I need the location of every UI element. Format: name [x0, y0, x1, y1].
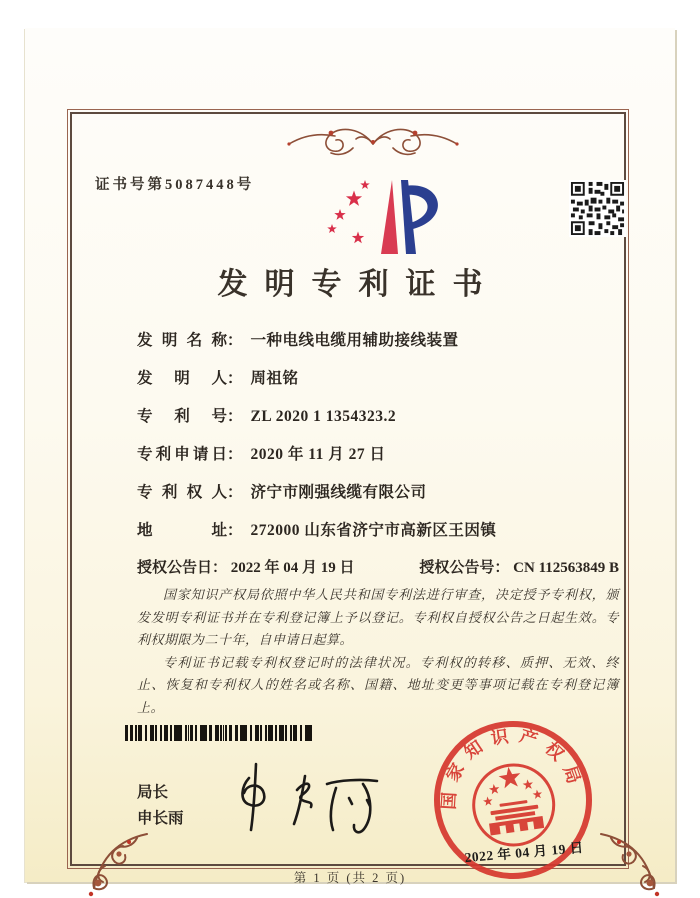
seal-authority-text: 国家知识产权局 — [438, 724, 588, 811]
field-patentee — [137, 480, 619, 518]
field-inventor — [137, 366, 619, 404]
legal-paragraph-1: 国家知识产权局依照中华人民共和国专利法进行审查，决定授予专利权，颁发发明专利证书并在专利登记簿上予以登记。专利权自授权公告之日起生效。专利权期限为二十年，自申请日起算。 — [137, 587, 619, 648]
field-colon: ： — [227, 332, 243, 349]
field-colon: ： — [227, 522, 243, 539]
page-footer: 第 1 页 (共 2 页) — [293, 871, 407, 885]
grant-row — [137, 556, 619, 577]
qr-code-icon — [569, 180, 626, 237]
field-label: 发明人 — [137, 370, 227, 387]
field-invention-name — [137, 328, 619, 366]
field-label: 专利权人 — [137, 484, 227, 501]
field-colon: ： — [494, 560, 510, 576]
field-filing-date — [137, 442, 619, 480]
field-value: 周祖铭 — [250, 370, 299, 387]
field-label: 专利申请日 — [137, 446, 227, 463]
cnipa-logo-icon — [313, 172, 453, 262]
grant-number-label: 授权公告号 — [419, 560, 495, 576]
legal-paragraph-2: 专利证书记载专利权登记时的法律状况。专利权的转移、质押、无效、终止、恢复和专利权人的姓名或名称、国籍、地址变更等事项记载在专利登记簿上。 — [137, 654, 619, 716]
field-colon: ： — [227, 446, 243, 463]
field-value: ZL 2020 1 1354323.2 — [250, 408, 397, 425]
certificate-page — [25, 28, 675, 885]
field-list — [137, 328, 619, 556]
top-border-ornament — [275, 122, 471, 160]
grant-date-label: 授权公告日 — [137, 560, 213, 576]
field-value: 2020 年 11 月 27 日 — [250, 446, 386, 463]
field-value: 一种电线电缆用辅助接线装置 — [250, 332, 459, 349]
field-patent-number — [137, 404, 619, 442]
field-address — [137, 518, 619, 556]
seal-date-stamp: 2022 年 04 月 19 日 — [464, 839, 585, 866]
field-label: 专利号 — [137, 408, 227, 425]
field-label: 地址 — [137, 522, 227, 539]
certificate-number: 证书号第5087448号 — [95, 177, 255, 193]
grant-number-value: CN 112563849 B — [513, 560, 619, 576]
legal-text — [137, 584, 619, 720]
officer-title: 局长 — [137, 784, 169, 801]
field-label: 发明名称 — [137, 332, 227, 349]
grant-number — [419, 556, 619, 577]
field-colon: ： — [227, 408, 243, 425]
field-value: 272000 山东省济宁市高新区王因镇 — [250, 522, 497, 539]
field-colon: ： — [227, 370, 243, 387]
certificate-title: 发明专利证书 — [217, 268, 500, 301]
barcode-icon — [125, 725, 313, 741]
field-colon: ： — [227, 484, 243, 501]
grant-date-value: 2022 年 04 月 19 日 — [230, 560, 355, 576]
signature-icon — [215, 758, 390, 843]
grant-date — [137, 556, 355, 577]
field-colon: ： — [212, 560, 228, 576]
officer-name: 申长雨 — [137, 810, 184, 827]
officer-block — [137, 780, 184, 832]
field-value: 济宁市刚强线缆有限公司 — [250, 484, 427, 501]
bottom-right-corner-ornament — [595, 826, 671, 898]
bottom-left-corner-ornament — [77, 826, 153, 898]
